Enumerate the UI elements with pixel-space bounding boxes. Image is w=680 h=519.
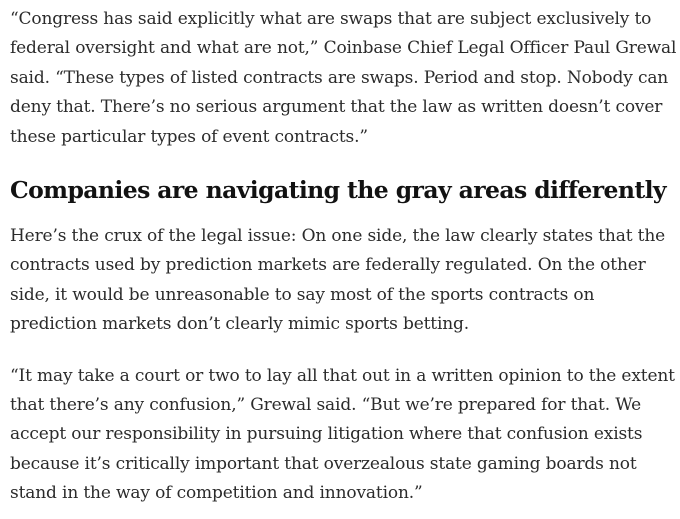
article-paragraph: Here’s the crux of the legal issue: On one side, the law clearly states that the contracts used by prediction markets are federally regulated. On the other side, it would be unreasonable to say most of the sports contracts on prediction markets don’t clearly mimic sports betting. xyxy=(10,226,666,335)
article-body xyxy=(10,0,680,509)
section-heading: Companies are navigating the gray areas differently xyxy=(10,176,666,205)
article-paragraph: “It may take a court or two to lay all that out in a written opinion to the extent that there’s any confusion,” Grewal said. “But we’re prepared for that. We accept our responsibility in pursuing litigation where that confusion exists because it’s critically important that overzealous state gaming boards not stand in the way of competition and innovation.” xyxy=(10,365,675,504)
article-paragraph: “Congress has said explicitly what are swaps that are subject exclusively to federal oversight and what are not,” Coinbase Chief Legal Officer Paul Grewal said. “These types of listed contracts are swaps. Period and stop. Nobody can deny that. There’s no serious argument that the law as written doesn’t cover these particular types of event contracts.” xyxy=(10,9,677,147)
